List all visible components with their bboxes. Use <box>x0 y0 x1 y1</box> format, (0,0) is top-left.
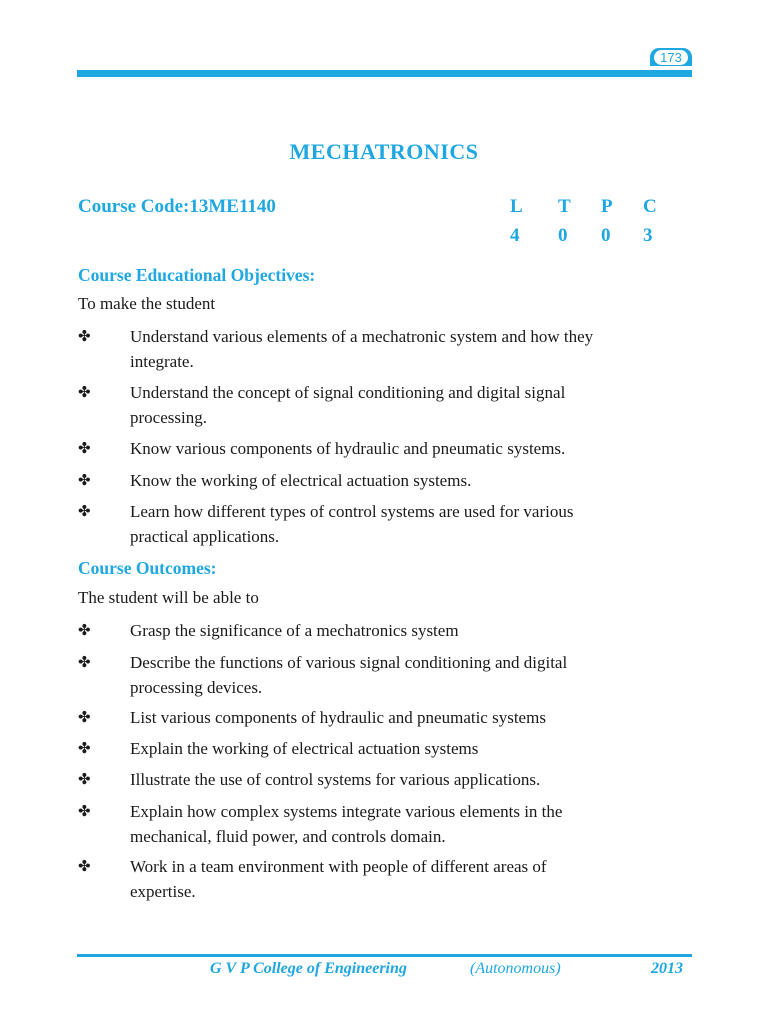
outcome-text-line: expertise. <box>130 882 196 901</box>
ltpc-value-t: 0 <box>558 225 568 246</box>
bullet-icon: ✤ <box>78 653 91 671</box>
ltpc-value-p: 0 <box>601 225 611 246</box>
bullet-icon: ✤ <box>78 471 91 489</box>
bullet-icon: ✤ <box>78 502 91 520</box>
objective-item <box>78 324 690 374</box>
outcome-item <box>78 650 690 700</box>
objective-text-line: Learn how different types of control systems are used for various <box>130 502 574 521</box>
bullet-icon: ✤ <box>78 857 91 875</box>
outcome-item <box>78 854 690 904</box>
outcome-item <box>78 705 690 730</box>
outcome-text-line: Describe the functions of various signal conditioning and digital <box>130 653 568 672</box>
objective-item <box>78 499 690 549</box>
outcome-text-line: Explain the working of electrical actuation systems <box>130 739 479 758</box>
footer-rule <box>77 954 692 957</box>
outcome-item <box>78 736 690 761</box>
course-code: Course Code:13ME1140 <box>78 196 276 217</box>
outcome-item <box>78 767 690 792</box>
outcome-text-line: Illustrate the use of control systems for various applications. <box>130 770 541 789</box>
footer-college-name: G V P College of Engineering <box>210 960 407 977</box>
objective-item <box>78 468 690 493</box>
outcome-item <box>78 799 690 849</box>
ltpc-header-c: C <box>643 196 657 217</box>
bullet-icon: ✤ <box>78 739 91 757</box>
objectives-heading: Course Educational Objectives: <box>78 265 316 285</box>
bullet-icon: ✤ <box>78 327 91 345</box>
objective-text-line: practical applications. <box>130 527 280 546</box>
objective-text-line: Know various components of hydraulic and pneumatic systems. <box>130 439 566 458</box>
outcome-item <box>78 618 690 643</box>
ltpc-header-t: T <box>558 196 571 217</box>
ltpc-value-l: 4 <box>510 225 520 246</box>
ltpc-header-p: P <box>601 196 613 217</box>
outcomes-heading: Course Outcomes: <box>78 558 217 578</box>
bullet-icon: ✤ <box>78 802 91 820</box>
outcome-text-line: List various components of hydraulic and pneumatic systems <box>130 708 546 727</box>
footer-status: (Autonomous) <box>470 960 561 977</box>
bullet-icon: ✤ <box>78 621 91 639</box>
outcome-text-line: mechanical, fluid power, and controls domain. <box>130 827 446 846</box>
objective-item <box>78 380 690 430</box>
objective-text-line: processing. <box>130 408 207 427</box>
objective-item <box>78 436 690 461</box>
ltpc-header-l: L <box>510 196 523 217</box>
ltpc-value-c: 3 <box>643 225 653 246</box>
outcome-text-line: Grasp the significance of a mechatronics system <box>130 621 459 640</box>
bullet-icon: ✤ <box>78 770 91 788</box>
header-rule <box>77 70 692 77</box>
footer-year: 2013 <box>651 960 683 977</box>
objective-text-line: Understand the concept of signal conditioning and digital signal <box>130 383 566 402</box>
objectives-intro: To make the student <box>78 294 216 313</box>
page-number: 173 <box>654 50 688 65</box>
page-title: MECHATRONICS <box>289 139 479 164</box>
objective-text-line: Know the working of electrical actuation systems. <box>130 471 472 490</box>
bullet-icon: ✤ <box>78 708 91 726</box>
outcome-text-line: Work in a team environment with people of different areas of <box>130 857 547 876</box>
bullet-icon: ✤ <box>78 383 91 401</box>
objective-text-line: Understand various elements of a mechatronic system and how they <box>130 327 594 346</box>
bullet-icon: ✤ <box>78 439 91 457</box>
outcome-text-line: Explain how complex systems integrate various elements in the <box>130 802 563 821</box>
outcomes-intro: The student will be able to <box>78 588 259 607</box>
outcome-text-line: processing devices. <box>130 678 263 697</box>
objective-text-line: integrate. <box>130 352 194 371</box>
